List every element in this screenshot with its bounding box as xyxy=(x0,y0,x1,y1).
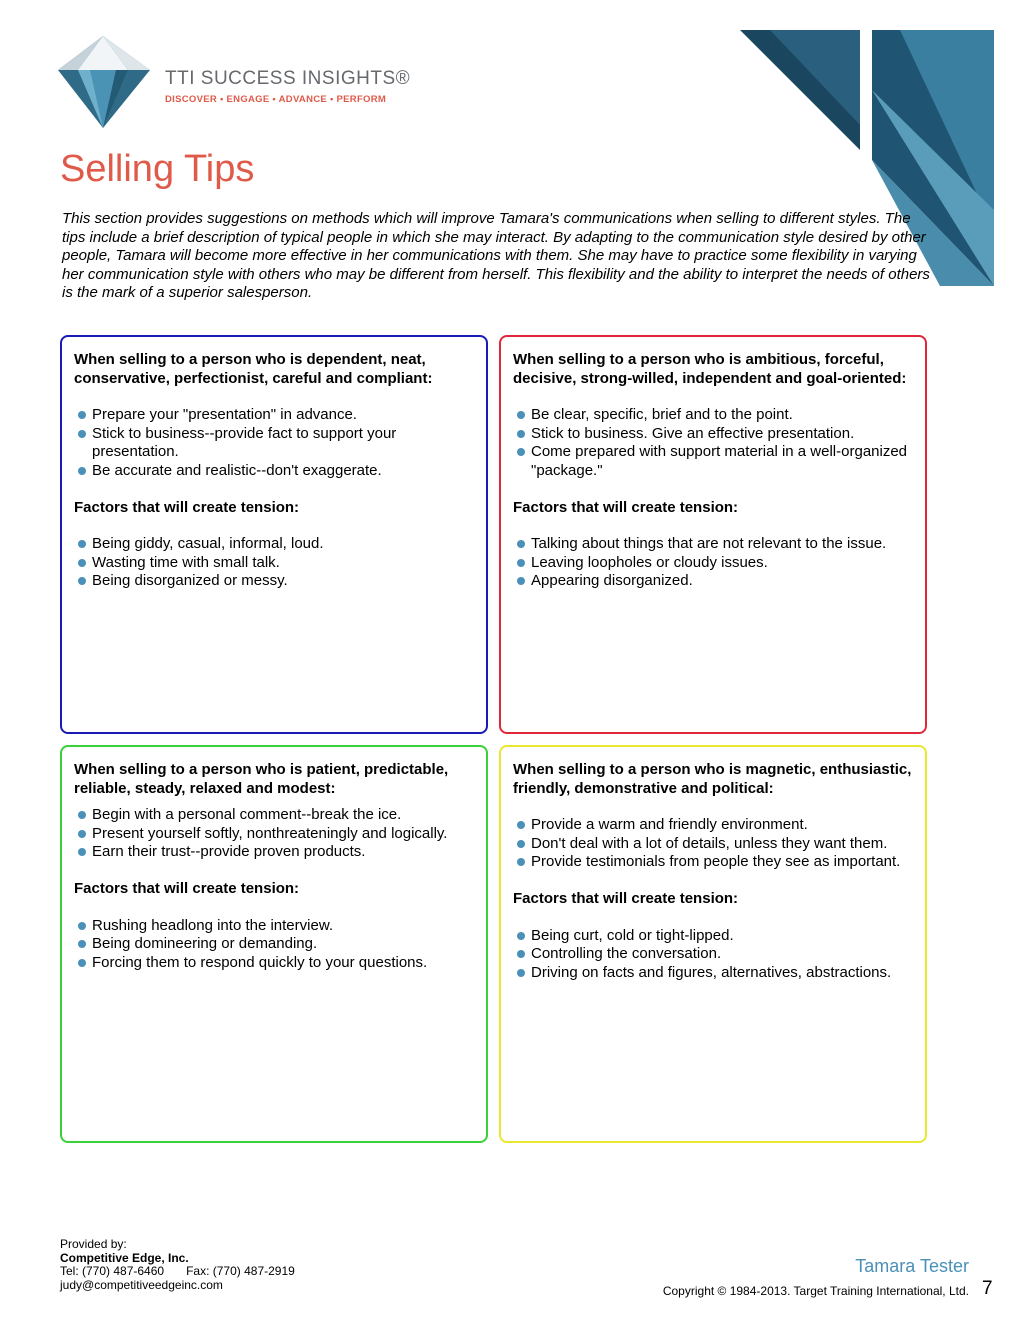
box-heading: When selling to a person who is magnetic, enthusiastic, friendly, demonstrative and political: xyxy=(513,761,912,797)
tip-item: Be accurate and realistic--don't exaggerate. xyxy=(74,462,474,481)
selling-tips-box-yellow xyxy=(499,745,927,1143)
tension-item: Appearing disorganized. xyxy=(513,572,913,591)
tip-item: Be clear, specific, brief and to the point. xyxy=(513,406,913,425)
box-heading: When selling to a person who is patient, predictable, reliable, steady, relaxed and modest: xyxy=(74,761,449,797)
selling-tips-box-green xyxy=(60,745,488,1143)
tip-item: Don't deal with a lot of details, unless they want them. xyxy=(513,835,913,854)
tension-list xyxy=(74,917,474,973)
tension-heading: Factors that will create tension: xyxy=(74,498,300,516)
tension-item: Driving on facts and figures, alternatives, abstractions. xyxy=(513,964,913,983)
tips-list xyxy=(74,806,474,862)
email: judy@competitiveedgeinc.com xyxy=(60,1277,223,1292)
selling-tips-box-blue xyxy=(60,335,488,734)
respondent-name: Tamara Tester xyxy=(855,1256,969,1276)
tension-item: Talking about things that are not relevant to the issue. xyxy=(513,535,913,554)
page-number: 7 xyxy=(982,1278,993,1299)
tension-item: Being curt, cold or tight-lipped. xyxy=(513,927,913,946)
fax: Fax: (770) 487-2919 xyxy=(186,1264,295,1278)
provided-by-label: Provided by: xyxy=(60,1237,127,1251)
tension-list xyxy=(513,927,913,983)
tips-list xyxy=(74,406,474,480)
tension-list xyxy=(74,535,474,591)
tension-list xyxy=(513,535,913,591)
tips-list xyxy=(513,406,913,480)
brand-name: TTI SUCCESS INSIGHTS® xyxy=(165,68,411,89)
tip-item: Earn their trust--provide proven products. xyxy=(74,843,474,862)
copyright-notice: Copyright © 1984-2013. Target Training International, Ltd. xyxy=(662,1284,969,1298)
tip-item: Stick to business. Give an effective presentation. xyxy=(513,425,913,444)
box-heading: When selling to a person who is ambitious, forceful, decisive, strong-willed, independent and goal-oriented: xyxy=(513,351,907,387)
tip-item: Begin with a personal comment--break the ice. xyxy=(74,806,474,825)
tip-item: Stick to business--provide fact to support your presentation. xyxy=(74,425,474,462)
tension-item: Controlling the conversation. xyxy=(513,945,913,964)
tip-item: Provide testimonials from people they see as important. xyxy=(513,853,913,872)
tension-item: Rushing headlong into the interview. xyxy=(74,917,474,936)
selling-tips-box-red xyxy=(499,335,927,734)
tip-item: Provide a warm and friendly environment. xyxy=(513,816,913,835)
tension-item: Being giddy, casual, informal, loud. xyxy=(74,535,474,554)
tip-item: Come prepared with support material in a well-organized "package." xyxy=(513,443,913,480)
tips-list xyxy=(513,816,913,872)
contact-phone-line xyxy=(60,1265,295,1279)
tip-item: Prepare your "presentation" in advance. xyxy=(74,406,474,425)
tension-item: Forcing them to respond quickly to your questions. xyxy=(74,954,474,973)
company-name: Competitive Edge, Inc. xyxy=(60,1250,189,1265)
intro-paragraph: This section provides suggestions on methods which will improve Tamara's communications when selling to different styles. The tips include a brief description of typical people in which she may interact. By adapting to the communication style desired by other people, Tamara will become more effective in her communications with them. She may have to practice some flexibility in varying her communication style with others who may be different from herself. This flexibility and the ability to interpret the needs of others is the mark of a superior salesperson. xyxy=(62,210,930,302)
tel: Tel: (770) 487-6460 xyxy=(60,1264,165,1278)
tension-heading: Factors that will create tension: xyxy=(74,879,300,897)
tension-item: Leaving loopholes or cloudy issues. xyxy=(513,554,913,573)
tension-item: Being disorganized or messy. xyxy=(74,572,474,591)
box-heading: When selling to a person who is dependent, neat, conservative, perfectionist, careful and compliant: xyxy=(74,351,433,387)
tension-heading: Factors that will create tension: xyxy=(513,498,739,516)
tension-item: Wasting time with small talk. xyxy=(74,554,474,573)
brand-tagline: DISCOVER • ENGAGE • ADVANCE • PERFORM xyxy=(165,94,387,105)
tip-item: Present yourself softly, nonthreateningly and logically. xyxy=(74,825,474,844)
tension-heading: Factors that will create tension: xyxy=(513,889,739,907)
tension-item: Being domineering or demanding. xyxy=(74,935,474,954)
footer-provider xyxy=(60,1238,295,1292)
page-title: Selling Tips xyxy=(60,148,255,190)
